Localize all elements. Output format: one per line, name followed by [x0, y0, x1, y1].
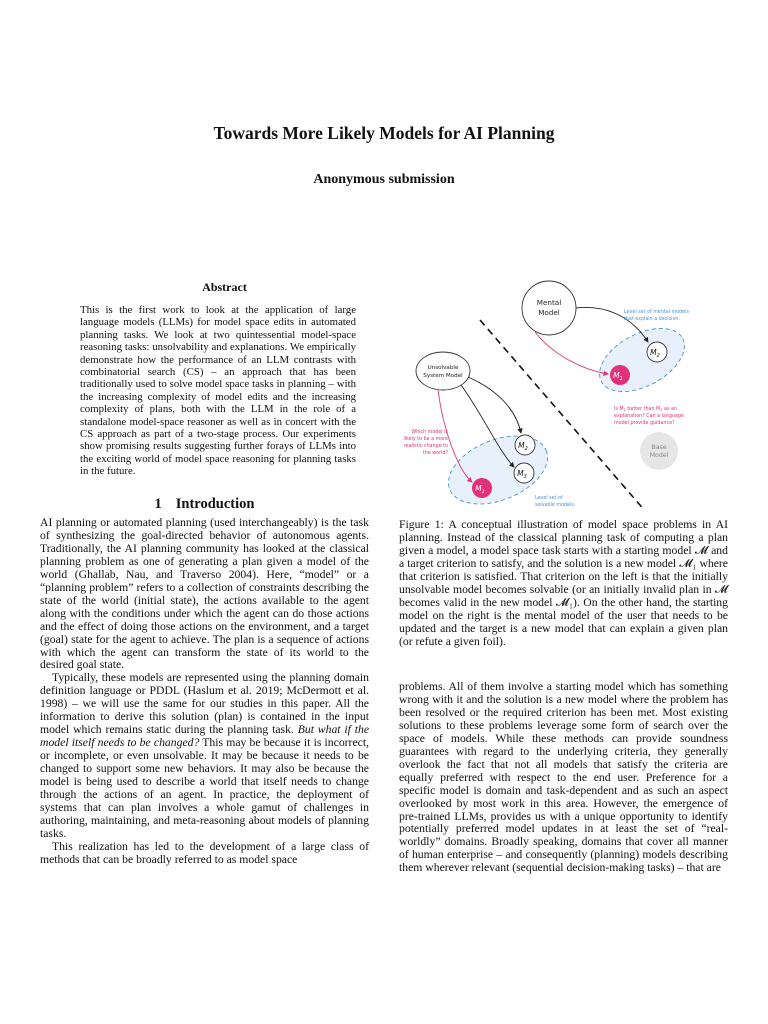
- question-text-3: model provide guidance?: [614, 421, 675, 426]
- which-text-1: Which model is: [411, 430, 448, 435]
- m2-bottom-label: $M_2$: [518, 441, 528, 452]
- base-model-node: [640, 432, 678, 470]
- introduction-body: [40, 517, 369, 867]
- abstract-heading: Abstract: [202, 280, 247, 294]
- unsolvable-label-1: Unsolvable: [427, 365, 459, 371]
- m2-top-label: $M_2$: [650, 348, 660, 359]
- levelset-bottom-text-1: Level set of: [535, 496, 563, 501]
- figure-illustration: [398, 280, 728, 510]
- base-model-label-2: Model: [649, 452, 669, 459]
- section-heading: [40, 496, 369, 513]
- question-text-2: explanation? Can a language: [614, 414, 684, 419]
- intro-emphasis: But what if the model itself needs to be changed?: [40, 723, 370, 750]
- section-title: Introduction: [175, 496, 255, 512]
- m3-bottom-label: $M_3$: [517, 469, 527, 480]
- which-text-3: realistic change to: [403, 444, 448, 449]
- unsolvable-label-2: System Model: [423, 373, 463, 379]
- intro-paragraph-2: [40, 672, 369, 840]
- intro-paragraph-2-end: This may be because it is incorrect, or incomplete, or even unsolvable. It may be because it needs to be changed to support some new behaviors. It may also be because the model is being used to describe a world that itself needs to change through the actions of an agent. In practice, the deployment of systems that can plan involves a whole gamut of challenges in authoring, maintaining, and meta-reasoning about models of planning tasks.: [40, 736, 369, 840]
- levelset-bottom-text-2: solvable models.: [535, 503, 576, 508]
- right-column-text: problems. All of them involve a starting model which has something wrong with it and the solution is a new model where the problem has been resolved or the required criterion has been met. Most existing solutions to these problems leverage some form of search over the space of models. While these methods can provide soundness guarantees with regard to the underlying criteria, they generally overlook the fact that not all models that satisfy the criteria are equally preferred with respect to the end user. Preference for a specific model is domain and task-dependent and as such an aspect overlooked by most work in this area. However, the emergence of pre-trained LLMs, provides us with a unique opportunity to identify potentially preferred model updates in at least the set of “real-worldly” domains. Broadly speaking, domains that cover all manner of human enterprise – and consequently (planning) models describing them wherever relevant (sequential decision-making tasks) – that are: [399, 680, 728, 875]
- intro-paragraph-3: This realization has led to the development of a large class of methods that can be broadly referred to as model space: [40, 839, 369, 866]
- mental-model-label-2: Model: [538, 308, 560, 317]
- arrow-unsolvable-to-m2: [468, 377, 521, 433]
- unsolvable-model-node: [416, 352, 470, 390]
- levelset-top-text-2: that explain a decision.: [624, 317, 680, 322]
- m1-bottom-label: $M_1$: [475, 484, 485, 495]
- m1-top-label: $M_1$: [613, 371, 623, 382]
- base-model-label-1: Base: [651, 444, 667, 451]
- abstract-text: This is the first work to look at the application of large language models (LLMs) for model space edits in automated planning tasks. We look at two quintessential model-space reasoning tasks: unsolvability and explanations. We empirically demonstrate how the performance of an LLM contrasts with combinatorial search (CS) – an approach that has been traditionally used to solve model space tasks in planning – with the increasing complexity of model edits and the increasing complexity of plans, both with the LLM in the role of a standalone model-space reasoner as well as in concert with the CS approach as part of a two-stage process. Our experiments show promising results suggesting further forays of LLMs into the exciting world of model space reasoning for planning tasks in the future.: [80, 304, 356, 478]
- arrow-mental-to-m1: [535, 332, 608, 374]
- which-text-2: likely to be a more: [403, 437, 448, 442]
- mental-model-label-1: Mental: [536, 298, 562, 307]
- intro-paragraph-2-start: Typically, these models are represented using the planning domain definition language or PDDL (Haslum et al. 2019; McDermott et al. 1998) – we will use the same for our studies in this paper. All the information to derive this solution (plan) is contained in the input model which remains static during the planning task.: [40, 671, 369, 737]
- levelset-bubble-top: [589, 315, 695, 404]
- paper-author: Anonymous submission: [313, 172, 455, 187]
- figure-1: [398, 280, 728, 510]
- figure-caption: Figure 1: A conceptual illustration of model space problems in AI planning. Instead of the classical planning task of computing a plan given a model, a model space task starts with a starting model 𝓜 and a target criterion to satisfy, and the solution is a new model 𝓜₁ where that criterion is satisfied. That criterion on the left is that the initially unsolvable model becomes solvable (or an initially invalid plan in 𝓜 becomes valid in the new model 𝓜₁). On the other hand, the starting model on the right is the mental model of the user that needs to be updated and the target is a new model that can explain a given plan (or refute a given foil).: [399, 518, 728, 648]
- paper-title: Towards More Likely Models for AI Planning: [213, 123, 555, 143]
- section-number: 1: [154, 496, 162, 512]
- levelset-top-text-1: Level set of mental models: [624, 310, 689, 315]
- intro-paragraph-1: AI planning or automated planning (used interchangeably) is the task of synthesizing the goal-directed behavior of autonomous agents. Traditionally, the AI planning community has looked at the classical planning problem as one of generating a plan given a model of the world (Ghallab, Nau, and Traverso 2004). Here, “model” or a “planning problem” refers to a collection of constraints describing the state of the world (initial state), the actions available to the agent along with the conditions under which the agent can do those actions and the effect of doing those actions on the environment, and a target (goal) state for the agent to achieve. The plan is a sequence of actions with which the agent can transform the state of its world to the desired goal state.: [40, 516, 369, 672]
- question-text-1: Is $M_1$ better than $M_2$ as an: [614, 407, 677, 412]
- which-text-4: the world?: [422, 451, 448, 456]
